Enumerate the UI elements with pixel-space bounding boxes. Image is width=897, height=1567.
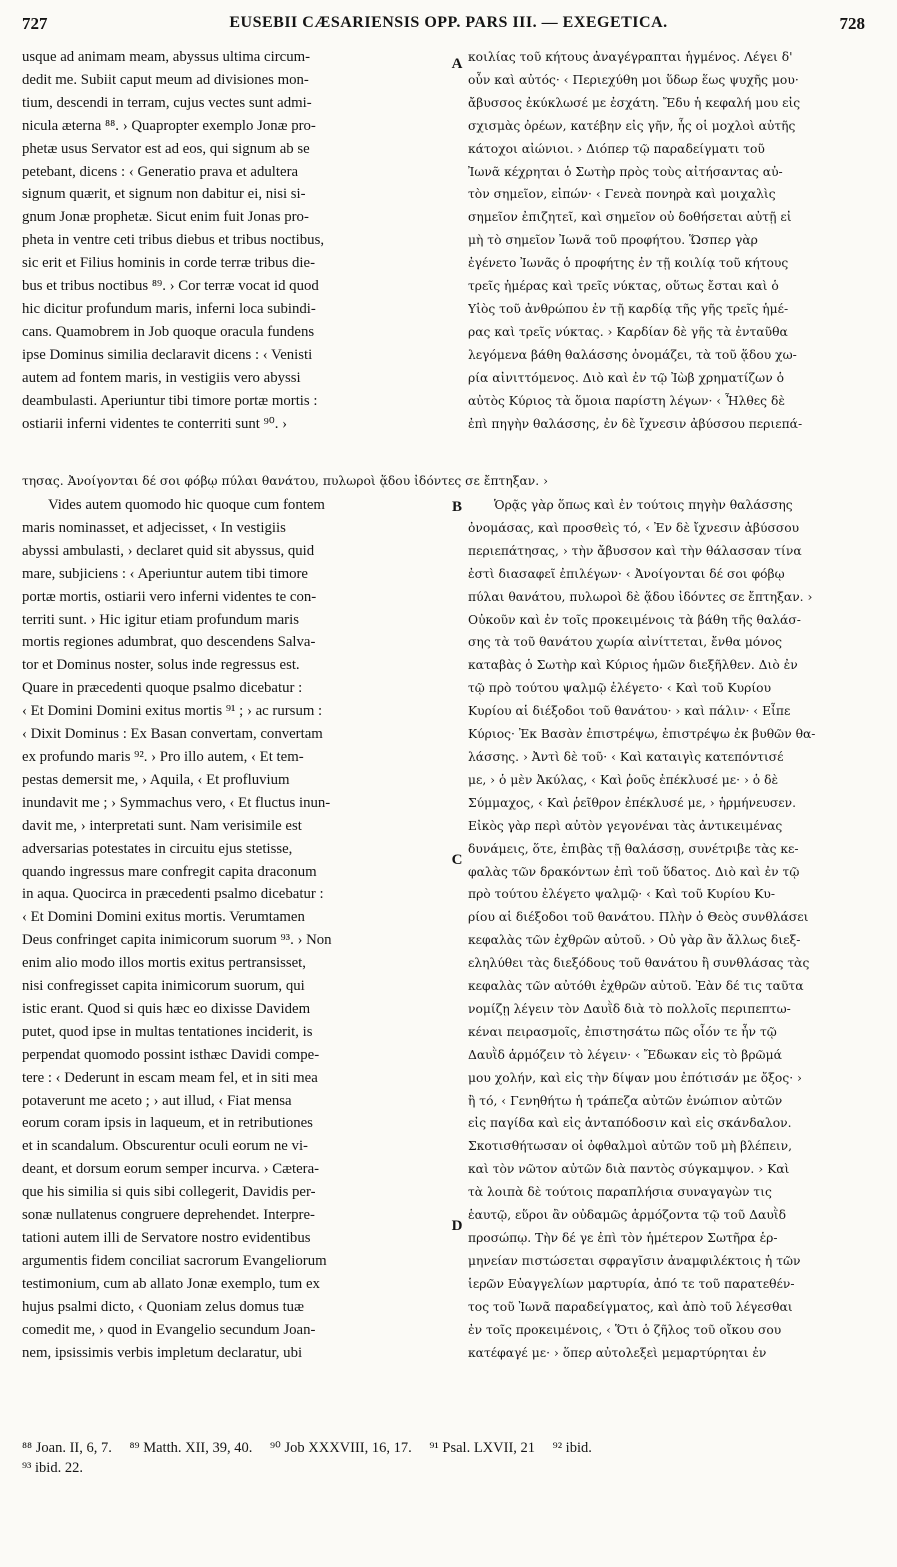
- text-line: Ἰωνᾶ κέχρηται ὁ Σωτὴρ πρὸς τοὺς αἰτήσαντας αὐ-: [468, 164, 783, 179]
- text-line: πρὸ τούτου ἐλέγετο ψαλμῷ· ‹ Καὶ τοῦ Κυρίου Κυ-: [468, 887, 776, 902]
- footnote: ⁸⁹ Matth. XII, 39, 40.: [129, 1440, 253, 1456]
- text-line: σης τὰ τοῦ θανάτου χωρία αἰνίττεται, ἔνθα μόνος: [468, 635, 782, 650]
- page-header: [0, 0, 897, 46]
- text-line: νομίζῃ λέγειν τὸν Δαυῒδ διὰ τὸ πολλοῖς περιπεπτω-: [468, 1001, 791, 1016]
- text-line: enim alio modo illos mortis exitus pertransisset,: [22, 955, 306, 972]
- text-line: sonæ nullatenus congruere deprehendet. Interpre-: [22, 1207, 315, 1224]
- text-line: mortis regiones adumbrat, quo descendens Salva-: [22, 634, 316, 651]
- text-line: σχισμὰς ὀρέων, κατέβην εἰς γῆν, ἧς οἱ μοχλοὶ αὐτῆς: [468, 118, 796, 133]
- text-line: Εἰκὸς γὰρ περὶ αὐτὸν γεγονέναι τὰς ἀντικειμένας: [468, 818, 783, 833]
- text-line: ex profundo maris ⁹². › Pro illo autem, ‹ Et tem-: [22, 748, 304, 765]
- text-line: putet, quod ipse in multas tentationes inciderit, is: [22, 1023, 313, 1040]
- text-line: pestas demersit me, › Aquila, ‹ Et profluvium: [22, 771, 290, 788]
- text-line: τος τοῦ Ἰωνᾶ παραδείγματος, καὶ ἀπὸ τοῦ λέγεσθαι: [468, 1299, 793, 1314]
- text-line: ρίου αἱ διέξοδοι τοῦ θανάτου. Πλὴν ὁ Θεὸς συνθλάσει: [468, 910, 809, 925]
- text-line: ρία αἰνιττόμενος. Διὸ καὶ ἐν τῷ Ἰὼβ χρηματίζων ὁ: [468, 370, 784, 385]
- text-line: ἢ τό, ‹ Γενηθήτω ἡ τράπεζα αὐτῶν ἐνώπιον αὐτῶν: [468, 1093, 783, 1108]
- page-number-right: 728: [839, 14, 865, 33]
- text-line: perpendat quomodo possint isthæc Davidi compe-: [22, 1046, 320, 1063]
- text-line: Quare in præcedenti quoque psalmo dicebatur :: [22, 680, 303, 697]
- text-line: ἑαυτῷ, εὕροι ἂν οὐδαμῶς ἁρμόζοντα τῷ τοῦ Δαυῒδ: [468, 1208, 787, 1223]
- text-line: Ὁρᾷς γὰρ ὅπως καὶ ἐν τούτοις πηγὴν θαλάσσης: [494, 498, 793, 512]
- text-line: Κύριος· Ἐκ Βασὰν ἐπιστρέψω, ἐπιστρέψω ἐκ βυθῶν θα-: [468, 727, 816, 742]
- text-line: ipse Dominus similia declaravit dicens : ‹ Venisti: [22, 346, 313, 363]
- text-line: dedit me. Subiit caput meum ad divisiones mon-: [22, 71, 309, 88]
- text-line: προσώπῳ. Τὴν δέ γε ἐπὶ τὸν ἡμέτερον Σωτῆρα ἑρ-: [468, 1231, 778, 1245]
- page-number-left: 727: [22, 14, 48, 33]
- text-line: nem, ipsissimis verbis impletum declaratur, ubi: [22, 1344, 303, 1361]
- text-line: λεγόμενα βάθη θαλάσσης ὀνομάζει, τὰ τοῦ ᾅδου χω-: [468, 347, 797, 362]
- text-line: Σκοτισθήτωσαν οἱ ὀφθαλμοὶ αὐτῶν τοῦ μὴ βλέπειν,: [468, 1139, 793, 1154]
- text-line: λάσσης. › Ἀντὶ δὲ τοῦ· ‹ Καὶ καταιγὶς κατεπόντισέ: [468, 749, 784, 764]
- text-line: bus et tribus noctibus ⁸⁹. › Cor terræ vocat id quod: [22, 278, 319, 295]
- text-line: κατέφαγέ με· › ὅπερ αὐτολεξεὶ μεμαρτύρηται ἐν: [468, 1345, 767, 1360]
- text-line: tere : ‹ Dederunt in escam meam fel, et in siti mea: [22, 1069, 318, 1086]
- margin-letter-b: B: [451, 499, 462, 515]
- footnote-row: [22, 1458, 878, 1478]
- text-line: phetæ usus Servator est ad eos, qui signum ab se: [22, 140, 310, 157]
- text-line: adversarias potestates in circuitu ejus stetisse,: [22, 840, 293, 857]
- text-line: pheta in ventre ceti tribus diebus et tribus noctibus,: [22, 232, 325, 249]
- footnote-row: [22, 1438, 878, 1458]
- text-line: εληλύθει τὰς διεξόδους τοῦ θανάτου ἢ συνθλάσας τὰς: [468, 956, 810, 971]
- text-line: ‹ Dixit Dominus : Ex Basan convertam, convertam: [22, 726, 323, 743]
- text-line: deambulasti. Aperiuntur tibi timore portæ mortis :: [22, 392, 318, 409]
- text-line: in aqua. Quocirca in præcedenti psalmo dicebatur :: [22, 886, 324, 903]
- text-line: ὀνομάσας, καὶ προσθεὶς τό, ‹ Ἐν δὲ ἴχνεσιν ἀβύσσου: [468, 520, 800, 535]
- text-line: tium, descendi in terram, cujus vectes sunt admi-: [22, 94, 312, 111]
- text-line: τρεῖς ἡμέρας καὶ τρεῖς νύκτας, οὕτως ἔσται καὶ ὁ: [468, 279, 779, 294]
- text-line: gnum Jonæ prophetæ. Sicut enim fuit Jonas pro-: [22, 209, 309, 226]
- margin-letter-c: C: [451, 852, 463, 868]
- text-line: et in scandalum. Obscurentur oculi eorum ne vi-: [22, 1138, 308, 1155]
- footnote: ⁹⁰ Job XXXVIII, 16, 17.: [269, 1440, 412, 1456]
- text-line: μηνείαν πιστώσεται σφραγῖσιν ἀναμφιλέκτοις ἡ τῶν: [468, 1253, 801, 1268]
- text-line: Vides autem quomodo hic quoque cum fontem: [48, 497, 325, 513]
- text-line: cans. Quamobrem in Job quoque oracula fundens: [22, 323, 315, 340]
- text-line: testimonium, cum ab allato Jonæ exemplo, tum ex: [22, 1275, 320, 1292]
- text-line: quando ingressus mare confregit capita draconum: [22, 863, 317, 880]
- text-line: πύλαι θανάτου, πυλωροὶ δὲ ᾅδου ἰδόντες σε ἔπτηξαν. ›: [468, 589, 813, 604]
- text-line: μὴ τὸ σημεῖον Ἰωνᾶ τοῦ προφήτου. Ὥσπερ γὰρ: [468, 233, 758, 248]
- text-line: inundavit me ; › Symmachus vero, ‹ Et fluctus inun-: [22, 794, 331, 811]
- text-line: abyssi ambulasti, › declaret quid sit abyssus, quid: [22, 542, 315, 559]
- text-line: δυνάμεις, ὅτε, ἐπιβὰς τῇ θαλάσσῃ, συνέτριβε τὰς κε-: [468, 841, 799, 856]
- text-line: hujus psalmi dicto, ‹ Quoniam zelus domus tuæ: [22, 1298, 304, 1315]
- text-line: ἐν τοῖς προκειμένοις, ‹ Ὅτι ὁ ζῆλος τοῦ οἴκου σου: [468, 1322, 782, 1337]
- footnote: ⁹² ibid.: [552, 1440, 592, 1456]
- text-line: περιεπάτησας, › τὴν ἄβυσσον καὶ τὴν θάλασσαν τίνα: [468, 543, 802, 558]
- text-line: tationi autem illi de Servatore nostro evidentibus: [22, 1230, 311, 1246]
- text-line: ρας καὶ τρεῖς νύκτας. › Καρδίαν δὲ γῆς τὰ ἐνταῦθα: [468, 324, 788, 339]
- spanning-greek-line: τησας. Ἀνοίγονται δέ σοι φόβῳ πύλαι θανάτου, πυλωροὶ ᾅδου ἰδόντες σε ἔπτηξαν. ›: [22, 474, 548, 488]
- text-line: signum quærit, et signum non dabitur ei, nisi si-: [22, 186, 306, 203]
- text-line: οὖν καὶ αὐτός· ‹ Περιεχύθη μοι ὕδωρ ἕως ψυχῆς μου·: [468, 72, 799, 87]
- text-line: mare, subjiciens : ‹ Aperiuntur autem tibi timore: [22, 565, 309, 582]
- text-line: Δαυῒδ ἁρμόζειν τὸ λέγειν· ‹ Ἔδωκαν εἰς τὸ βρῶμά: [468, 1047, 782, 1062]
- text-line: καταβὰς ὁ Σωτὴρ καὶ Κύριος ἡμῶν διεξῆλθεν. Διὸ ἐν: [468, 658, 798, 673]
- greek-column-part-1: [468, 46, 878, 435]
- text-line: ‹ Et Domini Domini exitus mortis. Verumtamen: [22, 909, 305, 926]
- text-line: ἄβυσσος ἐκύκλωσέ με ἐσχάτη. Ἔδυ ἡ κεφαλή μου εἰς: [468, 95, 801, 110]
- text-line: Deus confringet capita inimicorum suorum ⁹³. › Non: [22, 932, 332, 949]
- text-line: petebant, dicens : ‹ Generatio prava et adultera: [22, 163, 299, 180]
- greek-column-part-2: [468, 494, 878, 1364]
- text-line: davit me, › interpretati sunt. Nam verisimile est: [22, 817, 302, 834]
- text-line: εἰς παγίδα καὶ εἰς ἀνταπόδοσιν καὶ εἰς σκάνδαλον.: [468, 1116, 792, 1131]
- text-line: Κυρίου αἱ διέξοδοι τοῦ θανάτου· › καὶ πάλιν· ‹ Εἶπε: [468, 704, 791, 719]
- text-line: σημεῖον ἐπιζητεῖ, καὶ σημεῖον οὐ δοθήσεται αὐτῇ εἰ: [468, 210, 792, 225]
- text-line: αὐτὸς Κύριος τὰ ὅμοια παρίστη λέγων· ‹ Ἦλθες δὲ: [468, 393, 785, 408]
- text-line: μου χολήν, καὶ εἰς τὴν δίψαν μου ἐπότισάν με ὄξος· ›: [468, 1070, 802, 1085]
- text-line: κεφαλὰς τῶν αὐτόθι ἐχθρῶν αὐτοῦ. Ἐὰν δέ τις ταῦτα: [468, 979, 804, 994]
- margin-letter-d: D: [451, 1218, 463, 1234]
- text-line: κεφαλὰς τῶν ἐχθρῶν αὐτοῦ. › Οὐ γὰρ ἂν ἄλλως διεξ-: [468, 933, 801, 948]
- text-line: argumentis fidem conciliat sacrorum Evangeliorum: [22, 1252, 327, 1269]
- text-line: sic erit et Filius hominis in corde terræ tribus die-: [22, 255, 316, 272]
- text-line: tor et Dominus noster, solus inde regressus est.: [22, 657, 300, 674]
- text-line: eorum coram ipsis in laqueum, et in retributiones: [22, 1115, 313, 1132]
- text-line: ostiarii inferni videntes te conterriti sunt ⁹⁰. ›: [22, 415, 288, 432]
- footnotes: [22, 1438, 878, 1478]
- text-line: Οὐκοῦν καὶ ἐν τοῖς προκειμένοις τὰ βάθη τῆς θαλάσ-: [468, 612, 801, 627]
- text-line: istic erant. Quod si quis hæc eo dixisse Davidem: [22, 1000, 311, 1017]
- text-line: nicula æterna ⁸⁸. › Quapropter exemplo Jonæ pro-: [22, 117, 316, 134]
- text-line: κάτοχοι αἰώνιοι. › Διόπερ τῷ παραδείγματι τοῦ: [468, 141, 765, 156]
- text-line: deant, et dorsum eorum semper incurva. › Cætera-: [22, 1161, 320, 1178]
- text-line: hic dicitur profundum maris, inferni loca subindi-: [22, 300, 316, 317]
- text-line: territi sunt. › Hic igitur etiam profundum maris: [22, 611, 299, 628]
- text-line: φαλὰς τῶν δρακόντων ἐπὶ τοῦ ὕδατος. Διὸ καὶ ἐν τῷ: [468, 864, 800, 879]
- text-line: comedit me, › quod in Evangelio secundum Joan-: [22, 1321, 316, 1338]
- text-line: Σύμμαχος, ‹ Καὶ ῥεῖθρον ἐπέκλυσέ με, › ἡρμήνευσεν.: [468, 795, 797, 810]
- text-line: με, › ὁ μὲν Ἀκύλας, ‹ Καὶ ῥοῦς ἐπέκλυσέ με· › ὁ δὲ: [468, 772, 779, 787]
- text-line: potaverunt me aceto ; › aut illud, ‹ Fiat mensa: [22, 1092, 292, 1109]
- text-line: ἐπὶ πηγὴν θαλάσσης, ἐν δὲ ἴχνεσιν ἀβύσσου περιεπά-: [468, 416, 803, 431]
- text-line: Υἱὸς τοῦ ἀνθρώπου ἐν τῇ καρδίᾳ τῆς γῆς τρεῖς ἡμέ-: [468, 301, 789, 316]
- text-line: ‹ Et Domini Domini exitus mortis ⁹¹ ; › ac rursum :: [22, 703, 323, 720]
- footnote: ⁸⁸ Joan. II, 6, 7.: [22, 1440, 112, 1456]
- text-line: usque ad animam meam, abyssus ultima circum-: [22, 49, 311, 65]
- text-line: maris nominasset, et adjecisset, ‹ In vestigiis: [22, 519, 286, 536]
- text-line: τὸν σημεῖον, εἰπών· ‹ Γενεὰ πονηρὰ καὶ μοιχαλὶς: [468, 187, 776, 202]
- margin-letter-a: A: [451, 56, 463, 72]
- latin-column-part-2: [22, 494, 447, 1364]
- text-line: ἱερῶν Εὐαγγελίων μαρτυρία, ἀπό τε τοῦ παρατεθέν-: [468, 1276, 795, 1291]
- text-line: κοιλίας τοῦ κήτους ἀναγέγραπται ἡγμένος. Λέγει δ': [468, 50, 793, 64]
- footnote: ⁹³ ibid. 22.: [22, 1460, 83, 1476]
- latin-column-part-1: [22, 46, 447, 435]
- text-line: καὶ τὸν νῶτον αὐτῶν διὰ παντὸς σύγκαμψον. › Καὶ: [468, 1162, 790, 1177]
- footnote: ⁹¹ Psal. LXVII, 21: [429, 1440, 536, 1456]
- text-line: τῷ πρὸ τούτου ψαλμῷ ἐλέγετο· ‹ Καὶ τοῦ Κυρίου: [468, 681, 772, 696]
- text-line: κέναι πειρασμοῖς, ἐπιστησάτω πῶς οἷόν τε ἦν τῷ: [468, 1024, 777, 1039]
- text-line: que his similia si quis sibi collegerit, Davidis per-: [22, 1184, 316, 1201]
- text-line: τὰ λοιπὰ δὲ τούτοις παραπλήσια συναγαγὼν τις: [468, 1185, 772, 1200]
- running-title: EUSEBII CÆSARIENSIS OPP. PARS III. — EXEGETICA.: [229, 14, 668, 31]
- text-line: nisi confregisset capita inimicorum suorum, qui: [22, 978, 305, 995]
- text-line: ἐστὶ διασαφεῖ ἐπιλέγων· ‹ Ἀνοίγονται δέ σοι φόβῳ: [468, 566, 785, 581]
- text-line: autem ad fontem maris, in vestigiis vero abyssi: [22, 369, 301, 386]
- text-line: ἐγένετο Ἰωνᾶς ὁ προφήτης ἐν τῇ κοιλίᾳ τοῦ κήτους: [468, 256, 789, 271]
- text-line: portæ mortis, ostiarii vero inferni videntes te con-: [22, 588, 317, 605]
